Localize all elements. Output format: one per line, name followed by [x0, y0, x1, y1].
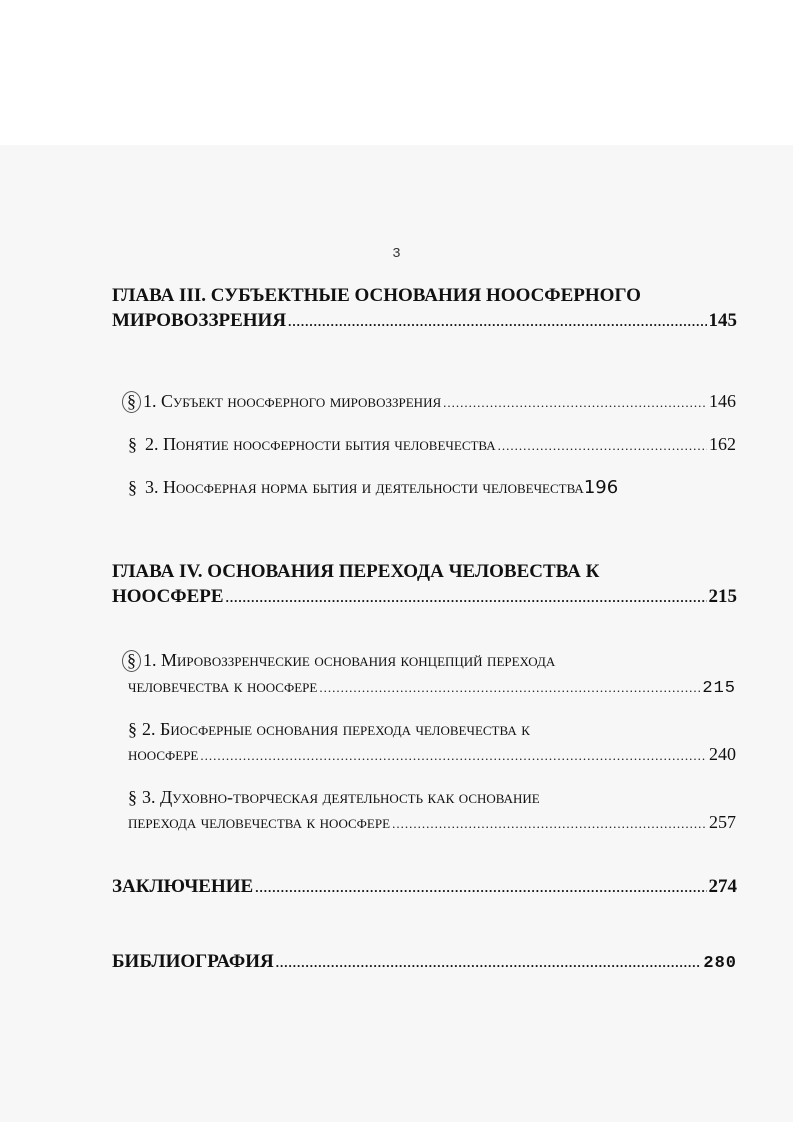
chapter-title-line1: ГЛАВА IV. ОСНОВАНИЯ ПЕРЕХОДА ЧЕЛОВЕСТВА К [112, 561, 600, 582]
leader-dots [226, 590, 707, 606]
chapter-title-line2: МИРОВОЗЗРЕНИЯ [112, 310, 287, 331]
bibliography-page: 280 [703, 954, 737, 973]
leader-dots [498, 438, 707, 454]
section-title-line2: ноосфере [128, 744, 199, 764]
section-mark: § [128, 787, 137, 807]
chapter-title-line1: ГЛАВА III. СУБЪЕКТНЫЕ ОСНОВАНИЯ НООСФЕРНОГО [112, 285, 641, 306]
section-mark: § [128, 477, 137, 497]
section-title-line1: 3. Духовно-творческая деятельность как основание [142, 787, 540, 807]
section-page: 146 [709, 391, 736, 411]
section-title: 3. Ноосферная норма бытия и деятельности человечества [145, 477, 584, 497]
section-title-line2: человечества к ноосфере [128, 675, 318, 696]
leader-dots [288, 314, 706, 330]
leader-dots [276, 955, 702, 971]
section-page: 240 [709, 744, 736, 764]
toc-section [128, 477, 756, 498]
toc-bibliography [112, 951, 737, 973]
section-page: 215 [702, 678, 736, 698]
leader-dots [255, 880, 706, 896]
section-page: 162 [709, 434, 736, 454]
section-title: 2. Понятие ноосферности бытия человечества [145, 434, 496, 454]
section-mark: § [128, 434, 137, 454]
bibliography-title: БИБЛИОГРАФИЯ [112, 951, 274, 972]
leader-dots [319, 680, 700, 696]
leader-dots [392, 816, 707, 832]
toc-chapter-3 [112, 285, 737, 332]
section-page: 196 [583, 477, 619, 498]
chapter-page: 215 [708, 586, 737, 607]
section-title-line2: перехода человечества к ноосфере [128, 812, 391, 832]
section-title-line1: 2. Биосферные основания перехода человечества к [142, 719, 530, 739]
leader-dots [443, 395, 707, 411]
toc-section [122, 391, 736, 413]
conclusion-title: ЗАКЛЮЧЕНИЕ [112, 876, 254, 897]
section-mark: § [122, 650, 141, 672]
chapter-page: 145 [708, 310, 737, 331]
section-mark: § [122, 391, 141, 413]
leader-dots [200, 748, 707, 764]
section-title: 1. Субъект ноосферного мировоззрения [143, 391, 442, 411]
page-number: 3 [392, 246, 401, 262]
chapter-title-line2: НООСФЕРЕ [112, 586, 224, 607]
conclusion-page: 274 [708, 876, 737, 897]
section-title-line1: 1. Мировоззренческие основания концепций перехода [143, 650, 556, 670]
toc-section [128, 434, 736, 455]
section-page: 257 [709, 812, 736, 832]
section-mark: § [128, 719, 137, 739]
toc-conclusion [112, 876, 737, 898]
toc-section [128, 719, 736, 765]
toc-section [122, 650, 736, 698]
toc-chapter-4 [112, 561, 737, 608]
toc-section [128, 787, 736, 833]
